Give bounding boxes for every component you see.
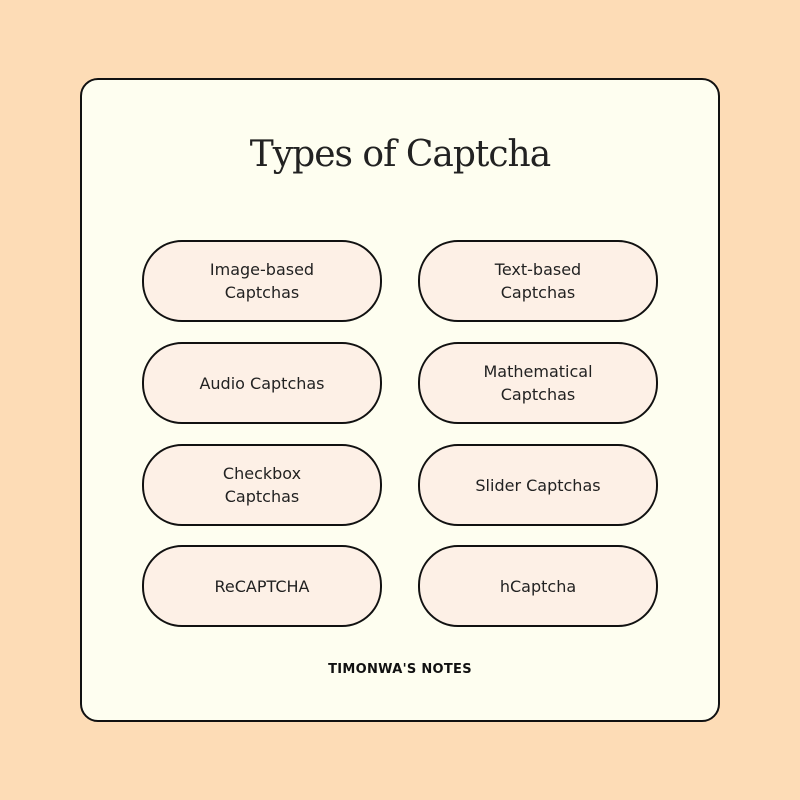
captcha-type-checkbox (142, 444, 382, 526)
pill-label: ReCAPTCHA (214, 576, 310, 596)
pill-label: Mathematical Captchas (483, 362, 593, 404)
pill-label: hCaptcha (499, 576, 577, 596)
captcha-type-hcaptcha (418, 545, 658, 627)
pill-label: Image-based Captchas (209, 260, 315, 302)
footer-credit: TIMONWA'S NOTES (328, 662, 472, 677)
captcha-type-mathematical (418, 342, 658, 424)
captcha-type-slider (418, 444, 658, 526)
captcha-type-audio (142, 342, 382, 424)
pill-label: Slider Captchas (475, 475, 601, 495)
captcha-type-text-based (418, 240, 658, 322)
page-title: Types of Captcha (249, 134, 551, 175)
pill-label: Checkbox Captchas (222, 464, 302, 506)
pill-label: Audio Captchas (199, 373, 325, 393)
captcha-type-recaptcha (142, 545, 382, 627)
pill-label: Text-based Captchas (494, 260, 582, 302)
captcha-type-image-based (142, 240, 382, 322)
